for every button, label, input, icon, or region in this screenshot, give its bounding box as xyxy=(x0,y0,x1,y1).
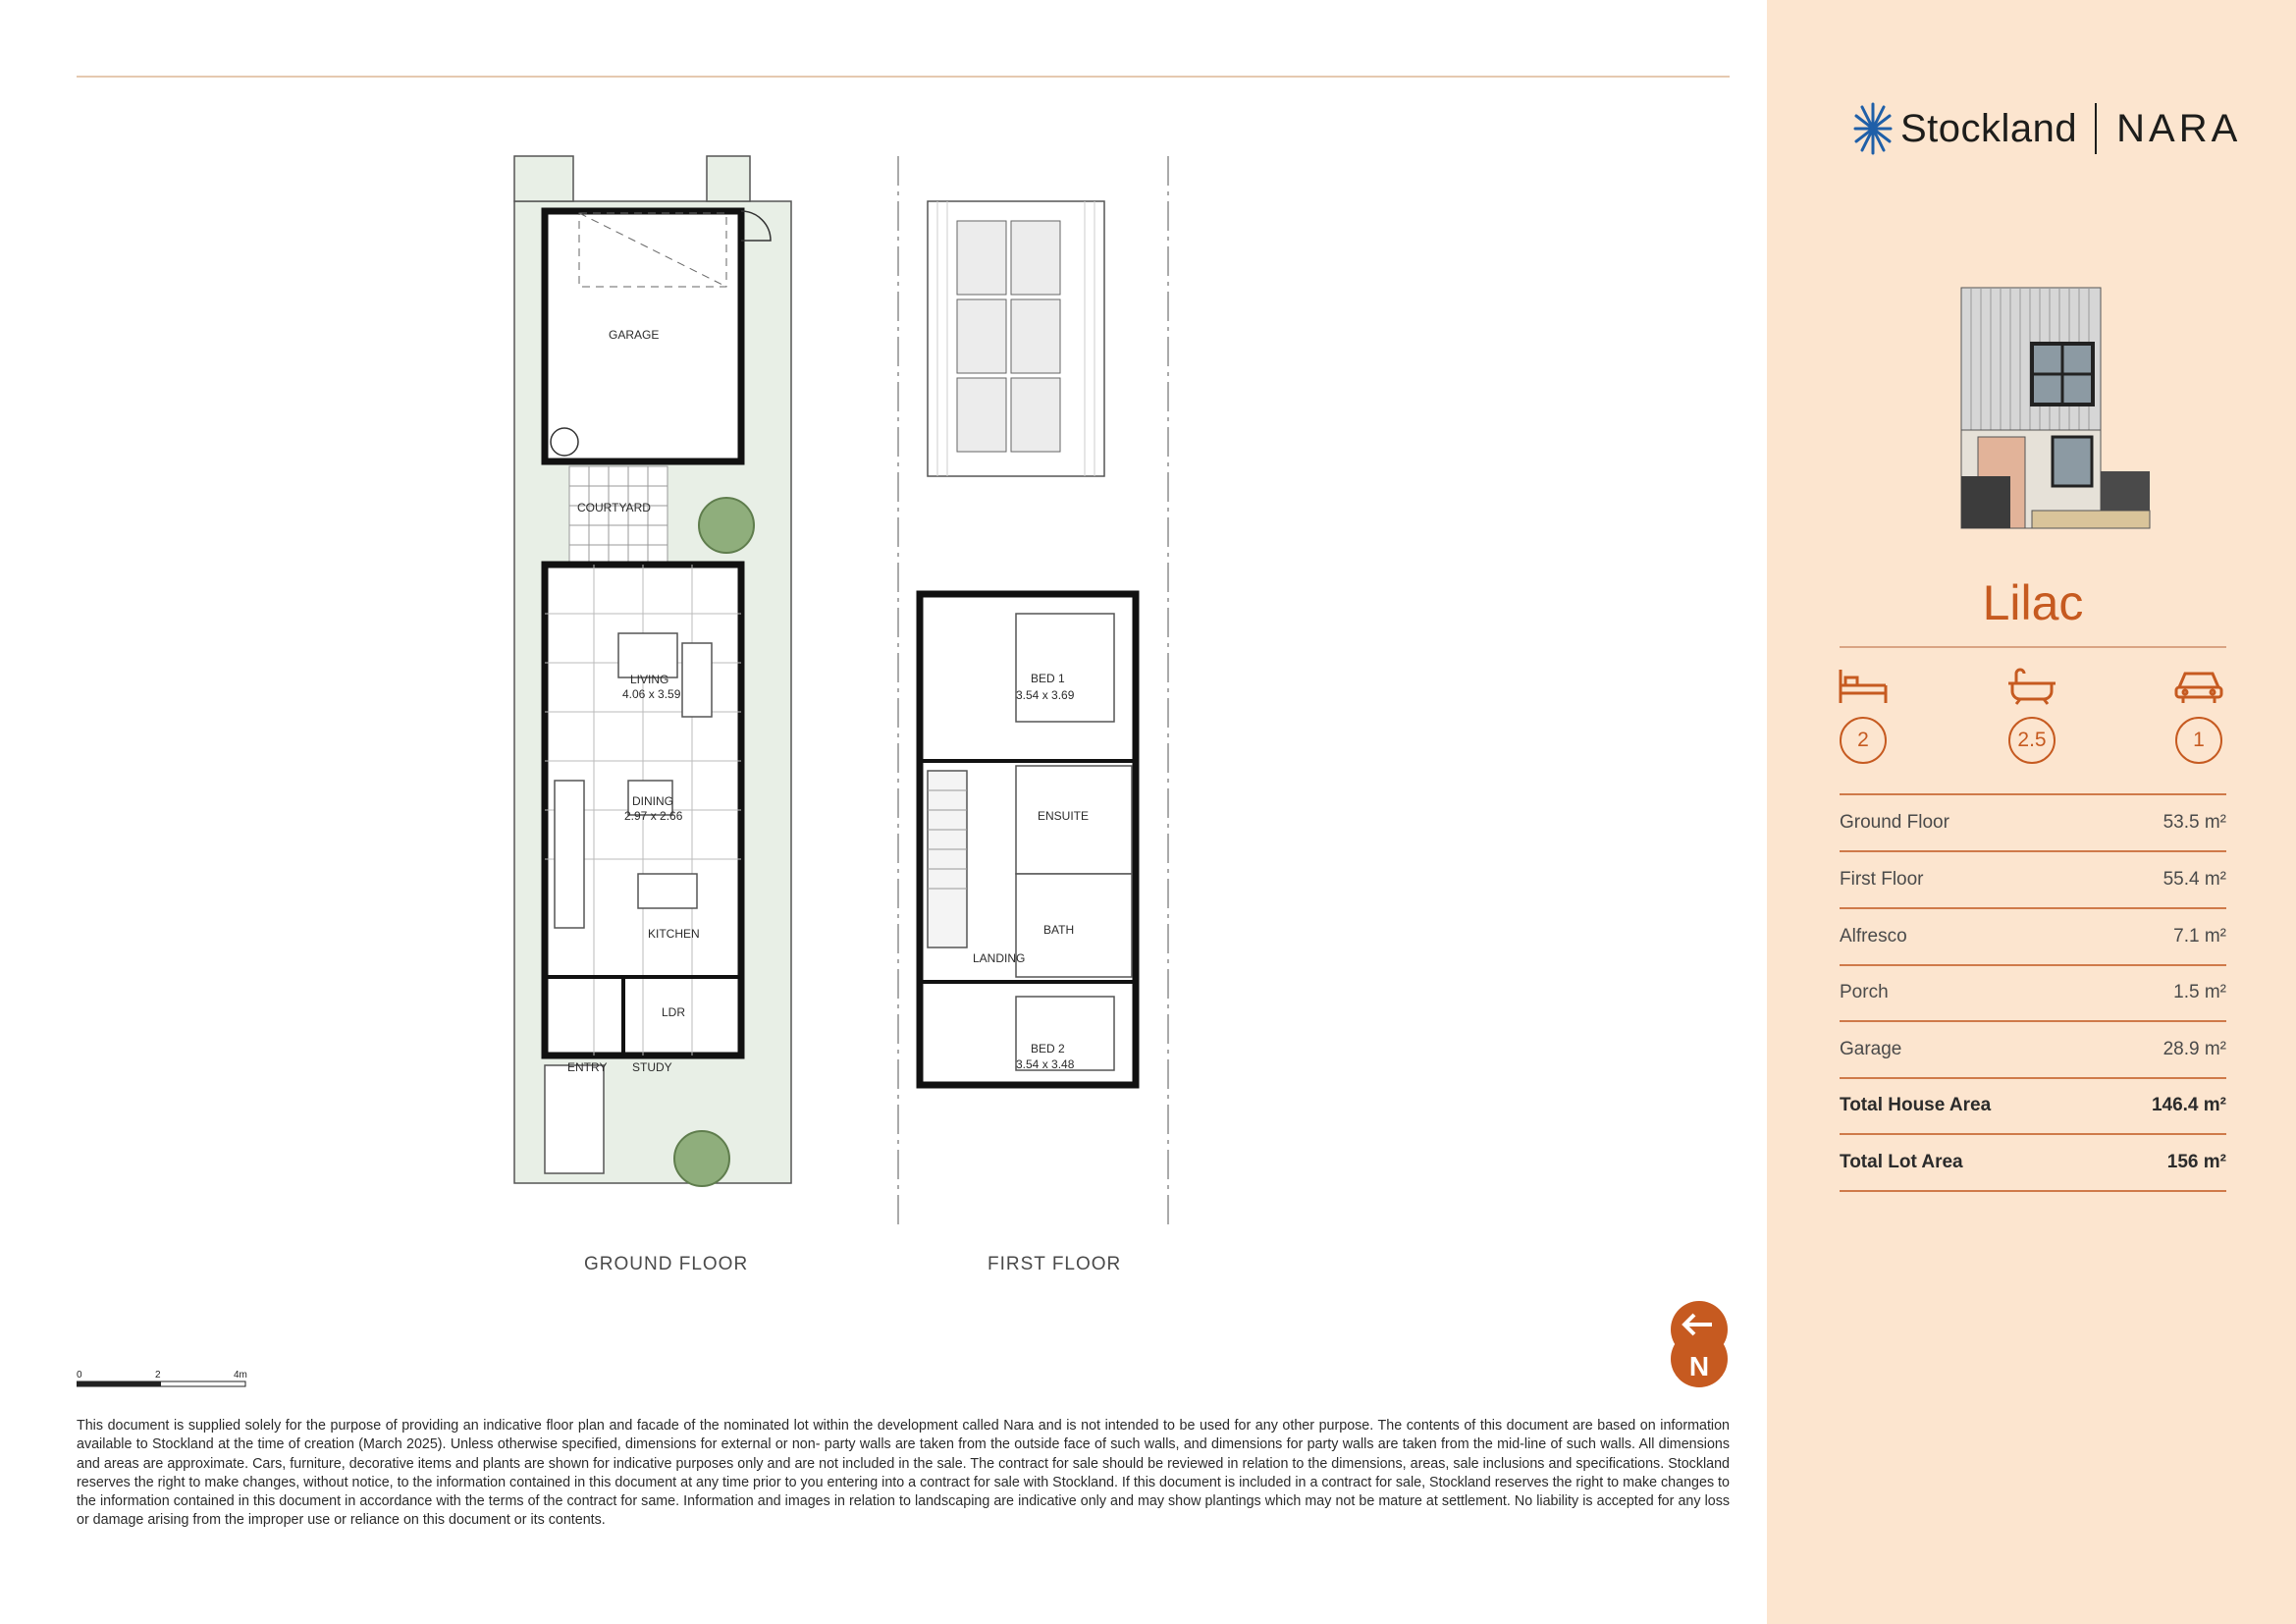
area-label: Alfresco xyxy=(1840,926,1907,947)
total-label: Total Lot Area xyxy=(1840,1152,1963,1172)
stockland-sunburst-logo xyxy=(1853,100,1893,157)
scale-tick-0: 0 xyxy=(77,1370,82,1380)
courtyard-label: COURTYARD xyxy=(577,501,651,514)
design-name: Lilac xyxy=(1982,575,2084,630)
north-arrow-icon xyxy=(1669,1299,1730,1394)
bed1-label: BED 1 xyxy=(1031,672,1065,685)
bath-label: BATH xyxy=(1043,923,1075,937)
area-row-total-house xyxy=(1840,1078,2226,1135)
dining-dim: 2.97 x 2.66 xyxy=(624,809,683,823)
brand-header xyxy=(1853,100,2241,157)
area-value: 55.4 m² xyxy=(2163,869,2226,890)
header-rule xyxy=(77,76,1730,78)
bathrooms-feature xyxy=(2002,668,2061,764)
bed2-dim: 3.54 x 3.48 xyxy=(1016,1057,1075,1071)
bathrooms-count: 2.5 xyxy=(2008,717,2056,764)
ensuite-label: ENSUITE xyxy=(1038,809,1090,823)
landing-label: LANDING xyxy=(973,951,1026,965)
ground-floor-plan xyxy=(510,152,805,1232)
study-label: STUDY xyxy=(632,1060,672,1074)
entry-label: ENTRY xyxy=(567,1060,608,1074)
garage-label: GARAGE xyxy=(609,328,660,342)
area-row-alfresco xyxy=(1840,909,2226,966)
ldr-label: LDR xyxy=(662,1005,686,1019)
development-name: NARA xyxy=(2116,106,2242,150)
area-label: First Floor xyxy=(1840,869,1924,890)
area-label: Ground Floor xyxy=(1840,812,1949,833)
brand-name: Stockland xyxy=(1900,106,2078,150)
area-row-total-lot xyxy=(1840,1135,2226,1192)
area-value: 28.9 m² xyxy=(2163,1039,2226,1059)
compass-letter: N xyxy=(1688,1351,1710,1381)
total-value: 146.4 m² xyxy=(2151,1095,2226,1115)
area-row-porch xyxy=(1840,965,2226,1022)
car-spaces-feature xyxy=(2169,668,2228,764)
title-rule xyxy=(1840,646,2226,648)
living-dim: 4.06 x 3.59 xyxy=(622,687,681,701)
scale-tick-2: 2 xyxy=(155,1370,161,1380)
living-label: LIVING xyxy=(630,673,669,686)
bedrooms-count: 2 xyxy=(1840,717,1887,764)
scale-bar xyxy=(77,1368,253,1396)
first-floor-title: FIRST FLOOR xyxy=(988,1254,1122,1274)
bath-icon xyxy=(2006,668,2057,705)
area-value: 7.1 m² xyxy=(2173,926,2226,947)
area-label: Garage xyxy=(1840,1039,1902,1059)
disclaimer: This document is supplied solely for the purpose of providing an indicative floor plan and facade of the nominated lot within the development called Nara and is not intended to be used for any other purpose. The contents of this document are based on information available to Stockland at the time of creation (March 2025). Unless otherwise specified, dimensions for external or non- party walls are taken from the outside face of such walls, and dimensions for party walls are taken from the mid-line of such walls. All dimensions and areas are approximate. Cars, furniture, decorative items and plants are shown for indicative purposes only and are not included in the sale. The contract for sale should be reviewed in relation to the dimensions, areas, sale inclusions and specifications. Stockland reserves the right to make changes, without notice, to the information contained in this document at any time prior to you entering into a contract for sale with Stockland. If this document is included in a contract for sale, Stockland reserves the right to make changes to the information contained in this document in accordance with the terms of the contract for same. Information and images in relation to landscaping are indicative only and may show plantings which may not be mature at settlement. No liability is accepted for any loss or damage arising from the improper use or reliance on this document or its contents. xyxy=(77,1418,1730,1529)
area-row-ground-floor xyxy=(1840,795,2226,852)
bed2-label: BED 2 xyxy=(1031,1042,1065,1056)
bed1-dim: 3.54 x 3.69 xyxy=(1016,688,1075,702)
ground-floor-title: GROUND FLOOR xyxy=(584,1254,749,1274)
facade-illustration xyxy=(1958,285,2155,535)
first-floor-plan xyxy=(888,152,1183,1232)
car-icon xyxy=(2173,668,2224,705)
area-value: 53.5 m² xyxy=(2163,812,2226,833)
kitchen-label: KITCHEN xyxy=(648,927,700,941)
total-value: 156 m² xyxy=(2166,1152,2226,1172)
car-spaces-count: 1 xyxy=(2175,717,2222,764)
bed-icon xyxy=(1838,668,1889,705)
area-label: Porch xyxy=(1840,982,1889,1002)
brand-divider xyxy=(2095,103,2097,154)
scale-tick-4m: 4m xyxy=(234,1370,247,1380)
area-row-first-floor xyxy=(1840,852,2226,909)
bedrooms-feature xyxy=(1834,668,1893,764)
area-row-garage xyxy=(1840,1022,2226,1079)
total-label: Total House Area xyxy=(1840,1095,1992,1115)
dining-label: DINING xyxy=(632,794,673,808)
area-value: 1.5 m² xyxy=(2173,982,2226,1002)
